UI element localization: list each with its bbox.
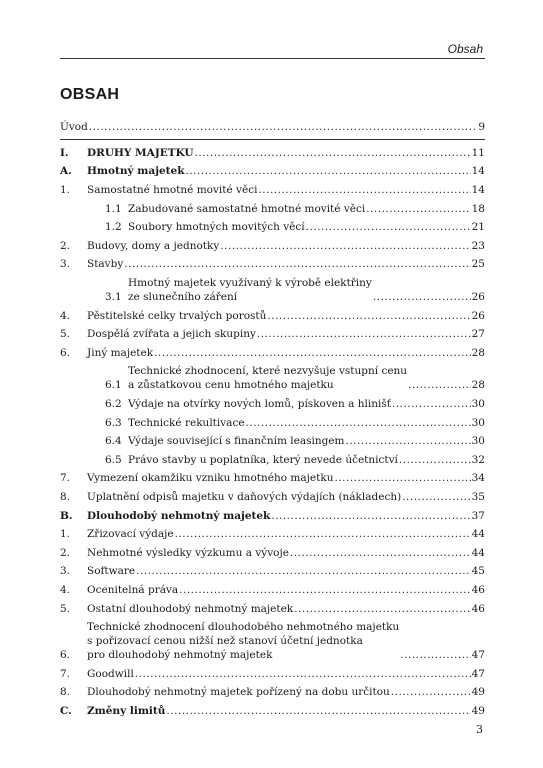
toc-entry[interactable]	[60, 181, 485, 200]
toc-entry-title: Výdaje na otvírky nových lomů, pískoven a hlinišť	[128, 398, 391, 411]
toc-entry-page: 25	[471, 258, 485, 271]
toc-entry-title: Právo stavby u poplatníka, který nevede účetnictví	[128, 453, 398, 466]
toc-entry[interactable]	[60, 599, 485, 618]
running-head: Obsah	[447, 42, 483, 56]
toc-entry-number: 6.1	[105, 379, 122, 392]
toc-entry-title: Technické rekultivace	[128, 416, 245, 429]
toc-entry[interactable]	[60, 306, 485, 325]
toc-entry-page: 28	[471, 379, 485, 392]
toc-entry[interactable]	[60, 395, 485, 414]
toc-leader-dots	[408, 378, 471, 392]
toc-entry[interactable]	[60, 469, 485, 488]
page-title: OBSAH	[60, 86, 120, 103]
toc-entry-number: 1.2	[105, 221, 122, 234]
toc-leader-dots	[257, 327, 471, 341]
toc-leader-dots	[220, 239, 470, 253]
toc-entry-number: 6.2	[105, 398, 122, 411]
toc-entry-page: 35	[471, 490, 485, 503]
toc-entry-number: 1.	[60, 528, 71, 541]
toc-entry[interactable]	[60, 618, 485, 665]
toc-entry-page: 27	[471, 328, 485, 341]
toc-leader-dots	[246, 416, 471, 430]
toc-entry-title: Nehmotné výsledky výzkumu a vývoje	[87, 546, 289, 559]
toc-leader-dots	[267, 309, 470, 323]
toc-entry-page: 49	[471, 704, 485, 717]
toc-leader-dots	[136, 564, 471, 578]
toc-entry-title: Software	[87, 565, 136, 578]
toc-entry-title: Změny limitů	[87, 704, 166, 717]
toc-entry-page: 44	[471, 528, 485, 541]
toc-entry-number: 3.	[60, 258, 71, 271]
toc-entry-number: 4.	[60, 309, 71, 322]
toc-entry-title: DRUHY MAJETKU	[87, 146, 194, 159]
toc-entry-number: 6.4	[105, 435, 122, 448]
toc-entry-page: 46	[471, 602, 485, 615]
toc-entry[interactable]	[60, 413, 485, 432]
toc-divider	[60, 139, 485, 140]
toc-entry-page: 26	[471, 309, 485, 322]
toc-entry-title: Hmotný majetek	[87, 165, 185, 178]
toc-entry-title: Uplatnění odpisů majetku v daňových výdajích (nákladech)	[87, 490, 402, 503]
toc-leader-dots	[373, 290, 471, 304]
toc-entry-page: 18	[471, 202, 485, 215]
toc-entry[interactable]	[60, 144, 485, 163]
toc-entry-number: 3.	[60, 565, 71, 578]
toc-entry-page: 44	[471, 546, 485, 559]
toc-entry-number: 8.	[60, 686, 71, 699]
toc-entry[interactable]	[60, 255, 485, 274]
toc-entry[interactable]	[60, 581, 485, 600]
toc-entry[interactable]	[60, 237, 485, 256]
toc-entry[interactable]	[60, 432, 485, 451]
toc-entry-page: 14	[471, 184, 485, 197]
toc-leader-dots	[135, 667, 471, 681]
toc-entry-page: 32	[471, 453, 485, 466]
toc-entry-page: 14	[471, 165, 485, 178]
toc-entry-page: 23	[471, 239, 485, 252]
toc-entry-number: 5.	[60, 602, 71, 615]
toc-entry-title: Výdaje související s finančním leasingem	[128, 435, 345, 448]
toc-entry[interactable]	[60, 664, 485, 683]
toc-entry-page: 30	[471, 398, 485, 411]
toc-entry-title: Technické zhodnocení, které nezvyšuje vstupní cenu a zůstatkovou cenu hmotného majetku	[128, 365, 408, 392]
toc-entry[interactable]	[60, 362, 485, 395]
toc-entry-number: 4.	[60, 583, 71, 596]
toc-entry-title: Dlouhodobý nehmotný majetek	[87, 509, 271, 522]
toc-entry-page: 49	[471, 686, 485, 699]
toc-entry[interactable]	[60, 702, 485, 721]
toc-entry-title: Zabudované samostatné hmotné movité věci	[128, 202, 366, 215]
toc-entry-page: 28	[471, 346, 485, 359]
table-of-contents	[60, 118, 485, 720]
toc-entry[interactable]	[60, 274, 485, 307]
toc-entry-number: 6.5	[105, 453, 122, 466]
toc-entry[interactable]	[60, 118, 485, 137]
toc-entry-page: 34	[471, 472, 485, 485]
toc-entry-page: 46	[471, 583, 485, 596]
toc-entry-page: 45	[471, 565, 485, 578]
toc-entry-title: Goodwill	[87, 667, 134, 680]
toc-entry-page: 47	[471, 649, 485, 662]
toc-entry-page: 37	[471, 509, 485, 522]
toc-entry[interactable]	[60, 543, 485, 562]
toc-entry-title: Technické zhodnocení dlouhodobého nehmotného majetku s pořizovací cenou nižší než stanoví účetní jednotka pro dlouhodobý nehmotný majetek	[87, 621, 400, 662]
toc-entry-number: 2.	[60, 239, 71, 252]
toc-entry[interactable]	[60, 162, 485, 181]
toc-entry-page: 11	[471, 146, 485, 159]
toc-leader-dots	[179, 583, 470, 597]
toc-entry-number: 5.	[60, 328, 71, 341]
toc-leader-dots	[89, 120, 477, 134]
toc-entry[interactable]	[60, 683, 485, 702]
toc-leader-dots	[124, 257, 470, 271]
toc-entry-title: Vymezení okamžiku vzniku hmotného majetku	[87, 472, 334, 485]
toc-entry[interactable]	[60, 488, 485, 507]
toc-leader-dots	[154, 346, 471, 360]
toc-entry-number: 6.3	[105, 416, 122, 429]
toc-leader-dots	[166, 704, 470, 718]
toc-leader-dots	[366, 202, 470, 216]
toc-leader-dots	[399, 453, 471, 467]
toc-entry-title: Zřizovací výdaje	[87, 528, 174, 541]
toc-entry-number: 8.	[60, 490, 71, 503]
toc-entry-title: Jiný majetek	[87, 346, 154, 359]
toc-leader-dots	[195, 146, 471, 160]
toc-leader-dots	[290, 546, 471, 560]
toc-entry-title: Ostatní dlouhodobý nehmotný majetek	[87, 602, 294, 615]
toc-entry[interactable]	[60, 325, 485, 344]
toc-entry-number: 6.	[60, 649, 71, 662]
toc-entry-title: Stavby	[87, 258, 124, 271]
toc-leader-dots	[271, 509, 470, 523]
toc-leader-dots	[391, 685, 471, 699]
page-number: 3	[476, 723, 483, 736]
toc-entry-page: 30	[471, 435, 485, 448]
toc-entry-title: Dospělá zvířata a jejich skupiny	[87, 328, 256, 341]
toc-leader-dots	[334, 471, 470, 485]
toc-entry-number: A.	[60, 165, 72, 178]
toc-leader-dots	[306, 220, 471, 234]
toc-entry[interactable]	[60, 506, 485, 525]
toc-entry-title: Úvod	[60, 121, 88, 134]
toc-entry-number: 7.	[60, 667, 71, 680]
toc-entry-number: 1.	[60, 184, 71, 197]
toc-entry-title: Soubory hmotných movitých věcí	[128, 221, 305, 234]
toc-leader-dots	[185, 164, 470, 178]
toc-leader-dots	[294, 602, 470, 616]
toc-entry-number: 2.	[60, 546, 71, 559]
toc-entry[interactable]	[60, 525, 485, 544]
toc-entry-page: 9	[478, 121, 485, 134]
toc-leader-dots	[400, 648, 470, 662]
toc-entry-number: 3.1	[105, 291, 122, 304]
toc-entry-number: C.	[60, 704, 72, 717]
toc-entry-page: 26	[471, 291, 485, 304]
toc-entry-number: 1.1	[105, 202, 122, 215]
toc-entry[interactable]	[60, 199, 485, 218]
toc-entry[interactable]	[60, 562, 485, 581]
toc-leader-dots	[345, 434, 470, 448]
toc-entry[interactable]	[60, 344, 485, 363]
toc-entry-title: Ocenitelná práva	[87, 583, 179, 596]
toc-entry-number: B.	[60, 509, 73, 522]
toc-leader-dots	[258, 183, 470, 197]
toc-entry-page: 30	[471, 416, 485, 429]
toc-entry-number: I.	[60, 146, 69, 159]
header-rule	[60, 58, 485, 59]
toc-leader-dots	[402, 490, 470, 504]
toc-entry-title: Samostatné hmotné movité věci	[87, 184, 258, 197]
toc-entry-title: Hmotný majetek využívaný k výrobě elektřiny ze slunečního záření	[128, 277, 372, 304]
toc-entry-title: Dlouhodobý nehmotný majetek pořízený na dobu určitou	[87, 686, 390, 699]
toc-entry-number: 6.	[60, 346, 71, 359]
toc-entry[interactable]	[60, 451, 485, 470]
toc-leader-dots	[392, 397, 471, 411]
toc-entry-page: 47	[471, 667, 485, 680]
toc-entry-number: 7.	[60, 472, 71, 485]
toc-entry-title: Budovy, domy a jednotky	[87, 239, 220, 252]
toc-entry-page: 21	[471, 221, 485, 234]
toc-entry-title: Pěstitelské celky trvalých porostů	[87, 309, 267, 322]
toc-leader-dots	[175, 527, 471, 541]
toc-entry[interactable]	[60, 218, 485, 237]
